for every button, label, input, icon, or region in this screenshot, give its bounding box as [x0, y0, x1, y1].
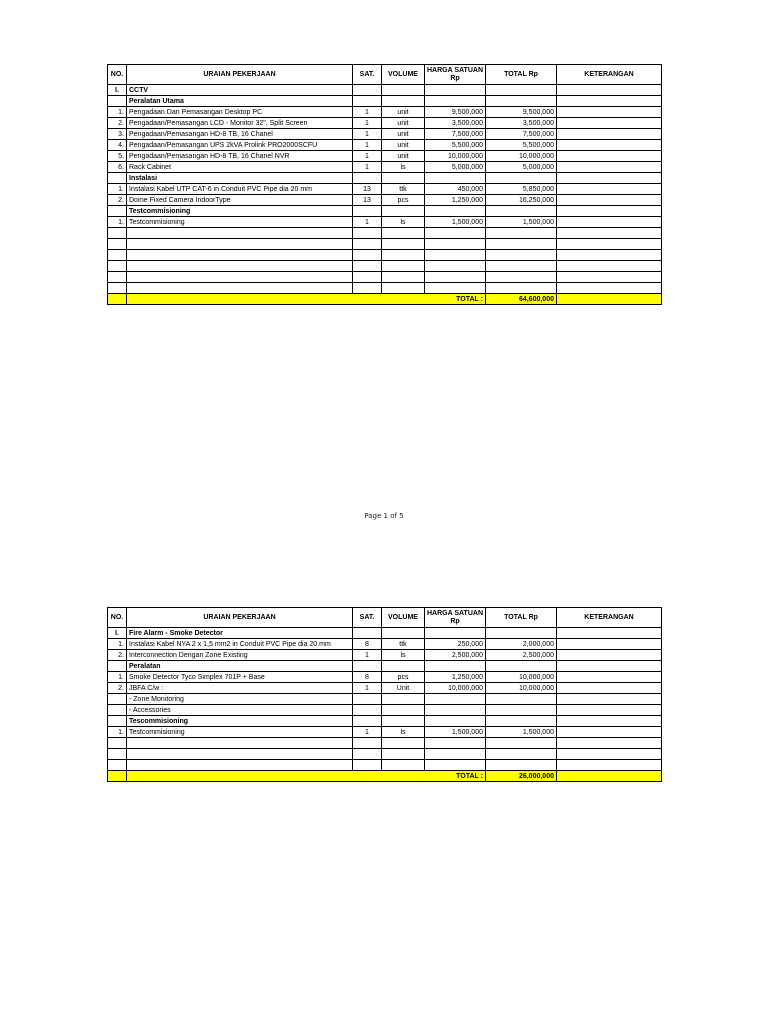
cell-price: 1,500,000	[425, 217, 486, 228]
table-row	[108, 140, 662, 151]
table-row	[108, 217, 662, 228]
cell-keterangan	[557, 118, 662, 129]
col-volume-header: VOLUME	[382, 65, 425, 85]
table-body	[108, 85, 662, 294]
cell-sat: 1	[353, 217, 382, 228]
cell-keterangan	[557, 716, 662, 727]
group-row	[108, 173, 662, 184]
cell-total: 1,500,000	[486, 727, 557, 738]
table-row	[108, 162, 662, 173]
page-footer: Page 1 of 5	[364, 512, 404, 520]
cell-no: 6.	[108, 162, 127, 173]
section-title: Fire Alarm - Smoke Detector	[127, 628, 353, 639]
cell-volume: ls	[382, 217, 425, 228]
empty-row	[108, 760, 662, 771]
cell-desc	[127, 738, 353, 749]
cell-volume: ttk	[382, 639, 425, 650]
cell-keterangan	[557, 272, 662, 283]
cell-price: 7,500,000	[425, 129, 486, 140]
cell-desc: Pengadaan Dan Pemasangan Desktop PC	[127, 107, 353, 118]
cell-volume: ttk	[382, 184, 425, 195]
cell-no	[108, 96, 127, 107]
fire-alarm-cost-table	[107, 607, 662, 782]
cell-no: 1.	[108, 217, 127, 228]
cell-price	[425, 694, 486, 705]
empty-row	[108, 272, 662, 283]
cell-sat: 1	[353, 727, 382, 738]
cell-price: 10,000,000	[425, 683, 486, 694]
table-row	[108, 705, 662, 716]
cell-keterangan	[557, 261, 662, 272]
total-row	[108, 294, 662, 305]
cell-keterangan	[557, 738, 662, 749]
cell-no	[108, 760, 127, 771]
table-row	[108, 672, 662, 683]
cell-total: 9,500,000	[486, 107, 557, 118]
cell-volume	[382, 173, 425, 184]
table-row	[108, 107, 662, 118]
total-value: 26,000,000	[486, 771, 557, 782]
col-uraian-header: URAIAN PEKERJAAN	[127, 608, 353, 628]
cell-volume: pcs	[382, 195, 425, 206]
cell-no	[108, 261, 127, 272]
cell-volume: unit	[382, 129, 425, 140]
cell-price	[425, 96, 486, 107]
cell-desc	[127, 760, 353, 771]
cell-desc	[127, 261, 353, 272]
cell-desc: Dome Fixed Camera IndoorType	[127, 195, 353, 206]
cell-total: 1,500,000	[486, 217, 557, 228]
cell-volume: Unit	[382, 683, 425, 694]
cell-total	[486, 283, 557, 294]
empty-row	[108, 283, 662, 294]
cell-sat	[353, 261, 382, 272]
cell-volume	[382, 228, 425, 239]
cell-price	[425, 716, 486, 727]
cell-no	[108, 283, 127, 294]
cell-keterangan	[557, 96, 662, 107]
cell-price	[425, 749, 486, 760]
total-value: 64,600,000	[486, 294, 557, 305]
cell-keterangan	[557, 727, 662, 738]
cell-sat	[353, 694, 382, 705]
cell-total	[486, 239, 557, 250]
cell-no: 1.	[108, 107, 127, 118]
empty-row	[108, 261, 662, 272]
cell-sat: 1	[353, 650, 382, 661]
col-keterangan-header: KETERANGAN	[557, 608, 662, 628]
cell-total: 5,000,000	[486, 162, 557, 173]
cell-sat: 1	[353, 107, 382, 118]
cell-sat	[353, 206, 382, 217]
cell-sat: 1	[353, 118, 382, 129]
cell-desc: - Accessories	[127, 705, 353, 716]
cell-no: 2.	[108, 650, 127, 661]
cell-volume: unit	[382, 151, 425, 162]
cell-price	[425, 738, 486, 749]
cell-sat: 1	[353, 151, 382, 162]
cell-sat	[353, 738, 382, 749]
cell-volume: ls	[382, 162, 425, 173]
cell-volume: pcs	[382, 672, 425, 683]
cell-price: 3,500,000	[425, 118, 486, 129]
cell-no	[108, 173, 127, 184]
cell-keterangan	[557, 195, 662, 206]
cell-total	[486, 250, 557, 261]
cell-total	[486, 96, 557, 107]
cell-price: 450,000	[425, 184, 486, 195]
section-row	[108, 85, 662, 96]
cell-keterangan	[557, 749, 662, 760]
col-no-header: NO.	[108, 65, 127, 85]
cell-keterangan	[557, 239, 662, 250]
cell-keterangan	[557, 650, 662, 661]
cell-total: 10,000,000	[486, 683, 557, 694]
total-row	[108, 771, 662, 782]
cell-no: 2.	[108, 195, 127, 206]
table-row	[108, 639, 662, 650]
cell-no	[108, 661, 127, 672]
group-label: Peralatan Utama	[127, 96, 353, 107]
cell-no: 3.	[108, 129, 127, 140]
cell-volume	[382, 283, 425, 294]
cell-keterangan	[557, 206, 662, 217]
cell-desc: Pengadaan/Pemasangan HD-8 TB, 16 Chanel NVR	[127, 151, 353, 162]
cell-price: 1,250,000	[425, 195, 486, 206]
cell-volume: unit	[382, 118, 425, 129]
cell-desc: Pengadaan/Pemasangan LCD - Monitor 32", Split Screen	[127, 118, 353, 129]
cell-sat: 13	[353, 195, 382, 206]
cell-price	[425, 206, 486, 217]
cell-keterangan	[557, 705, 662, 716]
cell-keterangan	[557, 184, 662, 195]
cell-no	[108, 694, 127, 705]
cell-price	[425, 228, 486, 239]
cell-no: 1.	[108, 639, 127, 650]
cell-price: 10,000,000	[425, 151, 486, 162]
cell-price	[425, 250, 486, 261]
table-body	[108, 628, 662, 771]
cell-volume	[382, 239, 425, 250]
table-row	[108, 727, 662, 738]
cell-desc: Pengadaan/Pemasangan UPS 2kVA Prolink PRO2000SCFU	[127, 140, 353, 151]
cell-desc	[127, 272, 353, 283]
cell-desc: Interconnection Dengan Zone Existing	[127, 650, 353, 661]
cell-sat	[353, 250, 382, 261]
cell-desc: Instalasi Kabel UTP CAT-6 in Conduit PVC Pipe dia 20 mm	[127, 184, 353, 195]
cell-keterangan	[557, 661, 662, 672]
cell-price: 250,000	[425, 639, 486, 650]
section-row	[108, 628, 662, 639]
cell-total	[486, 206, 557, 217]
cell-total: 16,250,000	[486, 195, 557, 206]
cell-total: 10,000,000	[486, 151, 557, 162]
cell-sat	[353, 272, 382, 283]
cell-sat: 1	[353, 129, 382, 140]
empty-row	[108, 228, 662, 239]
cell-no	[108, 738, 127, 749]
cell-desc: Testcommisioning	[127, 217, 353, 228]
empty-row	[108, 749, 662, 760]
col-total-header: TOTAL Rp	[486, 65, 557, 85]
cell-no	[108, 272, 127, 283]
cell-volume	[382, 716, 425, 727]
cell-volume	[382, 661, 425, 672]
cell-keterangan	[557, 228, 662, 239]
cell-price: 2,500,000	[425, 650, 486, 661]
col-keterangan-header: KETERANGAN	[557, 65, 662, 85]
group-label: Testcommisioning	[127, 206, 353, 217]
cell-price: 5,500,000	[425, 140, 486, 151]
cctv-cost-table	[107, 64, 662, 305]
cell-total	[486, 749, 557, 760]
cell-price: 9,500,000	[425, 107, 486, 118]
table-row	[108, 195, 662, 206]
cell-total	[486, 694, 557, 705]
cell-no: 1.	[108, 672, 127, 683]
cell-sat	[353, 661, 382, 672]
cell-sat: 1	[353, 140, 382, 151]
cell-desc: Testcommisioning	[127, 727, 353, 738]
cell-price	[425, 283, 486, 294]
cell-total: 7,500,000	[486, 129, 557, 140]
cell-total: 5,500,000	[486, 140, 557, 151]
cell-sat	[353, 96, 382, 107]
cell-no	[108, 716, 127, 727]
cell-total: 5,850,000	[486, 184, 557, 195]
cell-total: 2,500,000	[486, 650, 557, 661]
group-row	[108, 661, 662, 672]
cell-volume	[382, 760, 425, 771]
cell-no	[108, 206, 127, 217]
cell-desc: Rack Cabinet	[127, 162, 353, 173]
cell-volume: unit	[382, 140, 425, 151]
section-title: CCTV	[127, 85, 353, 96]
cell-keterangan	[557, 672, 662, 683]
cell-sat	[353, 705, 382, 716]
cell-total: 2,000,000	[486, 639, 557, 650]
cell-volume: unit	[382, 107, 425, 118]
cell-sat: 8	[353, 672, 382, 683]
group-row	[108, 206, 662, 217]
cell-volume: ls	[382, 650, 425, 661]
cell-keterangan	[557, 683, 662, 694]
table-header-row	[108, 65, 662, 85]
cell-volume	[382, 705, 425, 716]
cell-no: 5.	[108, 151, 127, 162]
cell-total: 3,500,000	[486, 118, 557, 129]
section-no: I.	[108, 85, 127, 96]
cell-no	[108, 228, 127, 239]
cell-desc	[127, 239, 353, 250]
cell-total: 10,000,000	[486, 672, 557, 683]
cell-no: 2.	[108, 683, 127, 694]
empty-row	[108, 239, 662, 250]
empty-row	[108, 738, 662, 749]
group-label: Instalasi	[127, 173, 353, 184]
cell-keterangan	[557, 151, 662, 162]
cell-desc	[127, 283, 353, 294]
cell-no	[108, 239, 127, 250]
cell-desc	[127, 250, 353, 261]
col-sat-header: SAT.	[353, 608, 382, 628]
cell-sat: 1	[353, 162, 382, 173]
cell-volume	[382, 272, 425, 283]
group-label: Peralatan	[127, 661, 353, 672]
cell-price: 1,500,000	[425, 727, 486, 738]
cell-sat	[353, 716, 382, 727]
group-row	[108, 96, 662, 107]
cell-desc: Smoke Detector Tyco Simplex 701P + Base	[127, 672, 353, 683]
table-row	[108, 129, 662, 140]
table-row	[108, 683, 662, 694]
cell-price	[425, 261, 486, 272]
cell-volume	[382, 749, 425, 760]
cell-price: 1,250,000	[425, 672, 486, 683]
cell-volume	[382, 96, 425, 107]
table-header-row	[108, 608, 662, 628]
cell-total	[486, 738, 557, 749]
cell-price: 5,000,000	[425, 162, 486, 173]
cell-desc: JBFA C/w :	[127, 683, 353, 694]
cell-keterangan	[557, 140, 662, 151]
cell-no	[108, 749, 127, 760]
cell-keterangan	[557, 173, 662, 184]
table-row	[108, 118, 662, 129]
col-harga-header: HARGA SATUAN Rp	[425, 608, 486, 628]
cell-keterangan	[557, 639, 662, 650]
cell-desc	[127, 749, 353, 760]
cell-no	[108, 250, 127, 261]
cell-keterangan	[557, 217, 662, 228]
cell-price	[425, 272, 486, 283]
cell-no: 4.	[108, 140, 127, 151]
col-no-header: NO.	[108, 608, 127, 628]
cell-desc: Instalasi Kabel NYA 2 x 1,5 mm2 in Conduit PVC Pipe dia 20 mm	[127, 639, 353, 650]
cell-desc: - Zone Monitoring	[127, 694, 353, 705]
cell-sat	[353, 749, 382, 760]
group-row	[108, 716, 662, 727]
col-volume-header: VOLUME	[382, 608, 425, 628]
col-uraian-header: URAIAN PEKERJAAN	[127, 65, 353, 85]
cell-total	[486, 716, 557, 727]
col-harga-header: HARGA SATUAN Rp	[425, 65, 486, 85]
cell-total	[486, 760, 557, 771]
cell-sat	[353, 173, 382, 184]
cell-keterangan	[557, 250, 662, 261]
section-no: I.	[108, 628, 127, 639]
cell-total	[486, 272, 557, 283]
cell-volume	[382, 206, 425, 217]
cell-total	[486, 228, 557, 239]
cell-keterangan	[557, 283, 662, 294]
cell-price	[425, 661, 486, 672]
cell-sat: 8	[353, 639, 382, 650]
cell-volume	[382, 738, 425, 749]
cell-total	[486, 173, 557, 184]
cell-sat	[353, 239, 382, 250]
cell-keterangan	[557, 107, 662, 118]
cell-desc: Pengadaan/Pemasangan HD-8 TB, 16 Chanel	[127, 129, 353, 140]
cell-no	[108, 705, 127, 716]
col-total-header: TOTAL Rp	[486, 608, 557, 628]
cell-desc	[127, 228, 353, 239]
cell-no: 2.	[108, 118, 127, 129]
table-row	[108, 650, 662, 661]
cell-volume	[382, 250, 425, 261]
cell-keterangan	[557, 694, 662, 705]
cell-price	[425, 705, 486, 716]
cell-keterangan	[557, 162, 662, 173]
cell-sat	[353, 760, 382, 771]
table-row	[108, 694, 662, 705]
table-row	[108, 151, 662, 162]
cell-sat: 13	[353, 184, 382, 195]
cell-price	[425, 173, 486, 184]
table-row	[108, 184, 662, 195]
total-label: TOTAL :	[127, 294, 486, 305]
cell-sat	[353, 283, 382, 294]
cell-total	[486, 661, 557, 672]
cell-sat: 1	[353, 683, 382, 694]
cell-volume	[382, 694, 425, 705]
col-sat-header: SAT.	[353, 65, 382, 85]
cell-price	[425, 760, 486, 771]
cell-no: 1.	[108, 184, 127, 195]
cell-keterangan	[557, 129, 662, 140]
cell-volume	[382, 261, 425, 272]
group-label: Tescommisioning	[127, 716, 353, 727]
cell-sat	[353, 228, 382, 239]
cell-volume: ls	[382, 727, 425, 738]
empty-row	[108, 250, 662, 261]
cell-keterangan	[557, 760, 662, 771]
cell-no: 1.	[108, 727, 127, 738]
total-label: TOTAL :	[127, 771, 486, 782]
cell-price	[425, 239, 486, 250]
cell-total	[486, 261, 557, 272]
cell-total	[486, 705, 557, 716]
